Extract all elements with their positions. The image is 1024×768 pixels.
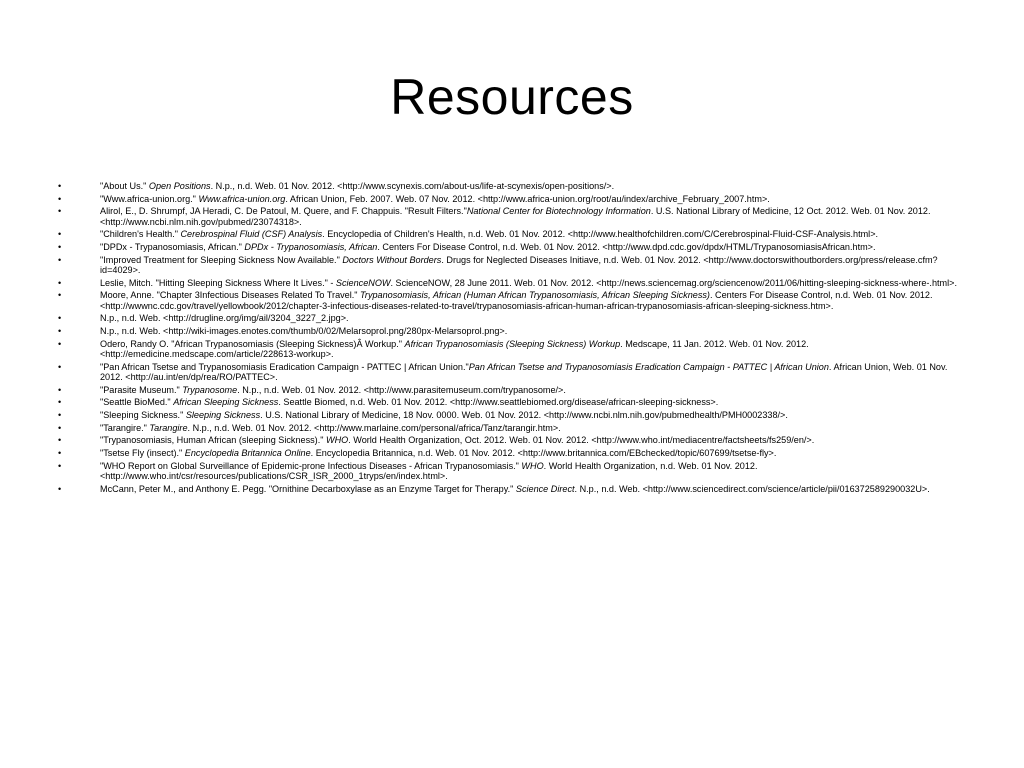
reference-segment: . Medscape, 11 Jan. 2012. Web. 01 Nov. 2012. <http://emedicine.medscape.com/article/228613-workup>. xyxy=(100,338,809,360)
bullet-marker: • xyxy=(58,254,62,265)
reference-segment: . Centers For Disease Control, n.d. Web. 01 Nov. 2012. <http://wwwnc.cdc.gov/travel/yellowbook/2012/chapter-3-infectious-diseases-related-to-travel/trypanosomiasis-african-human-african-trypanosomiasis-african-sleeping-sickness.htm>. xyxy=(100,290,933,311)
reference-text xyxy=(100,339,809,359)
reference-source-title: ScienceNOW xyxy=(335,277,391,288)
reference-segment: . African Union, Web. 01 Nov. 2012. <http://au.int/en/dp/rea/RO/PATTEC>. xyxy=(100,361,948,383)
reference-text xyxy=(100,362,947,382)
reference-item xyxy=(58,242,958,252)
bullet-marker: • xyxy=(58,313,62,324)
reference-text xyxy=(100,410,788,420)
reference-text xyxy=(100,290,933,310)
bullet-marker: • xyxy=(58,242,62,253)
reference-item xyxy=(58,255,958,276)
reference-source-title: African Sleeping Sickness xyxy=(173,397,279,408)
bullet-marker: • xyxy=(58,483,62,494)
reference-item xyxy=(58,435,958,445)
reference-source-title: Science Direct xyxy=(515,483,575,494)
reference-segment: Odero, Randy O. "African Trypanosomiasis (Sleeping Sickness)Â Workup." xyxy=(100,338,405,349)
reference-segment: . N.p., n.d. Web. 01 Nov. 2012. <http://www.marlaine.com/personal/africa/Tanz/tarangir.htm>. xyxy=(187,422,561,433)
reference-list xyxy=(58,181,958,497)
reference-source-title: WHO xyxy=(521,460,544,471)
reference-source-title: Open Positions xyxy=(148,181,211,191)
reference-text xyxy=(100,278,957,288)
reference-item xyxy=(58,397,958,407)
reference-item xyxy=(58,206,958,227)
bullet-marker: • xyxy=(58,460,62,471)
reference-item xyxy=(58,278,958,288)
reference-segment: Moore, Anne. "Chapter 3Infectious Diseases Related To Travel." xyxy=(100,290,361,301)
reference-item xyxy=(58,229,958,239)
reference-item xyxy=(58,410,958,420)
reference-item xyxy=(58,423,958,433)
reference-segment: Leslie, Mitch. "Hitting Sleeping Sickness Where It Lives." - xyxy=(100,277,336,288)
reference-source-title: Encyclopedia Britannica Online xyxy=(184,448,311,459)
reference-source-title: Trypanosome xyxy=(182,384,238,395)
reference-segment: "Trypanosomiasis, Human African (sleeping Sickness)." xyxy=(100,435,326,446)
reference-segment: "DPDx - Trypanosomiasis, African." xyxy=(100,242,245,253)
reference-segment: "Improved Treatment for Sleeping Sickness Now Available." xyxy=(100,254,343,265)
reference-text xyxy=(100,435,814,445)
reference-text xyxy=(100,194,770,204)
reference-text xyxy=(100,461,757,481)
reference-segment: "Children's Health." xyxy=(100,229,181,240)
reference-segment: "About Us." xyxy=(100,181,149,191)
bullet-marker: • xyxy=(58,448,62,459)
bullet-marker: • xyxy=(58,410,62,421)
bullet-marker: • xyxy=(58,422,62,433)
bullet-marker: • xyxy=(58,229,62,240)
reference-segment: . ScienceNOW, 28 June 2011. Web. 01 Nov. 2012. <http://news.sciencemag.org/sciencenow/2011/06/hitting-sleeping-sickness-where-.html>. xyxy=(390,277,957,288)
reference-text xyxy=(100,448,776,458)
reference-text xyxy=(100,313,349,323)
reference-segment: . Encyclopedia of Children's Health, n.d. Web. 01 Nov. 2012. <http://www.healthofchildren.com/C/Cerebrospinal-Fluid-CSF-Analysis.html>. xyxy=(322,229,879,240)
reference-segment: . U.S. National Library of Medicine, 12 Oct. 2012. Web. 01 Nov. 2012. <http://www.ncbi.nlm.nih.gov/pubmed/23074318>. xyxy=(100,206,931,227)
reference-text xyxy=(100,229,878,239)
reference-segment: N.p., n.d. Web. <http://drugline.org/img/ail/3204_3227_2.jpg>. xyxy=(100,313,349,324)
reference-text xyxy=(100,326,507,336)
reference-segment: . African Union, Feb. 2007. Web. 07 Nov. 2012. <http://www.africa-union.org/root/au/index/archive_February_2007.htm>. xyxy=(285,193,770,204)
bullet-marker: • xyxy=(58,181,62,191)
reference-segment: "Tarangire." xyxy=(100,422,150,433)
reference-segment: . Drugs for Neglected Diseases Initiave, n.d. Web. 01 Nov. 2012. <http://www.doctorswithoutborders.org/press/release.cfm?id=4029>. xyxy=(100,254,938,276)
slide-title: Resources xyxy=(390,69,634,125)
reference-segment: McCann, Peter M., and Anthony E. Pegg. "Ornithine Decarboxylase as an Enzyme Target for Therapy." xyxy=(100,483,516,494)
reference-text xyxy=(100,484,930,494)
reference-source-title: National Center for Biotechnology Information xyxy=(466,206,651,217)
reference-item xyxy=(58,461,958,482)
reference-segment: "Seattle BioMed." xyxy=(100,397,174,408)
bullet-marker: • xyxy=(58,384,62,395)
reference-segment: . N.p., n.d. Web. 01 Nov. 2012. <http://www.scynexis.com/about-us/life-at-scynexis/open-positions/>. xyxy=(210,181,615,191)
reference-text xyxy=(100,206,931,226)
reference-item xyxy=(58,290,958,311)
bullet-marker: • xyxy=(58,290,62,301)
reference-segment: . N.p., n.d. Web. 01 Nov. 2012. <http://www.parasitemuseum.com/trypanosome/>. xyxy=(237,384,566,395)
reference-source-title: African Trypanosomiasis (Sleeping Sickness) Workup xyxy=(404,338,621,349)
reference-text xyxy=(100,397,718,407)
reference-segment: . U.S. National Library of Medicine, 18 Nov. 0000. Web. 01 Nov. 2012. <http://www.ncbi.nlm.nih.gov/pubmedhealth/PMH0002338/>. xyxy=(260,410,788,421)
reference-text xyxy=(100,242,876,252)
reference-item xyxy=(58,484,958,494)
reference-source-title: Www.africa-union.org xyxy=(198,193,286,204)
reference-segment: "Sleeping Sickness." xyxy=(100,410,186,421)
bullet-marker: • xyxy=(58,206,62,217)
reference-source-title: WHO xyxy=(325,435,349,446)
reference-source-title: DPDx - Trypanosomiasis, African xyxy=(244,242,378,253)
bullet-marker: • xyxy=(58,338,62,349)
reference-text xyxy=(100,423,561,433)
reference-source-title: Pan African Tsetse and Trypanosomiasis Eradication Campaign - PATTEC | African Union xyxy=(468,361,829,372)
reference-segment: "Tsetse Fly (insect)." xyxy=(100,448,185,459)
reference-text xyxy=(100,255,938,275)
reference-segment: . Encyclopedia Britannica, n.d. Web. 01 Nov. 2012. <http://www.britannica.com/EBchecked/topic/607699/tsetse-fly>. xyxy=(310,448,777,459)
reference-item xyxy=(58,313,958,323)
reference-item xyxy=(58,448,958,458)
reference-item xyxy=(58,362,958,383)
bullet-marker: • xyxy=(58,326,62,337)
reference-segment: . World Health Organization, Oct. 2012. Web. 01 Nov. 2012. <http://www.who.int/mediacentre/factsheets/fs259/en/>. xyxy=(348,435,815,446)
reference-segment: "WHO Report on Global Surveillance of Epidemic-prone Infectious Diseases - African Trypanosomiasis." xyxy=(100,460,522,471)
reference-item xyxy=(58,326,958,336)
bullet-marker: • xyxy=(58,397,62,408)
reference-source-title: Tarangire xyxy=(149,422,188,433)
reference-segment: "Www.africa-union.org." xyxy=(100,193,199,204)
reference-source-title: Trypanosomiasis, African (Human African Trypanosomiasis, African Sleeping Sickness) xyxy=(360,290,710,301)
reference-item xyxy=(58,385,958,395)
reference-text xyxy=(100,181,614,191)
reference-segment: . N.p., n.d. Web. <http://www.sciencedirect.com/science/article/pii/016372589290032U>. xyxy=(574,483,930,494)
reference-segment: Alirol, E., D. Shrumpf, JA Heradi, C. De Patoul, M. Quere, and F. Chappuis. "Result Filters." xyxy=(100,206,467,217)
reference-item xyxy=(58,194,958,204)
reference-segment: "Pan African Tsetse and Trypanosomiasis Eradication Campaign - PATTEC | African Union." xyxy=(100,361,469,372)
bullet-marker: • xyxy=(58,361,62,372)
reference-segment: N.p., n.d. Web. <http://wiki-images.enotes.com/thumb/0/02/Melarsoprol.png/280px-Melarsoprol.png>. xyxy=(100,326,508,337)
reference-source-title: Sleeping Sickness xyxy=(185,410,261,421)
reference-segment: . World Health Organization, n.d. Web. 01 Nov. 2012. <http://www.who.int/csr/resources/publications/CSR_ISR_2000_1tryps/en/index.html>. xyxy=(100,460,758,482)
reference-source-title: Doctors Without Borders xyxy=(342,254,442,265)
bullet-marker: • xyxy=(58,435,62,446)
reference-segment: "Parasite Museum." xyxy=(100,384,183,395)
bullet-marker: • xyxy=(58,277,62,288)
reference-segment: . Centers For Disease Control, n.d. Web. 01 Nov. 2012. <http://www.dpd.cdc.gov/dpdx/HTML/TrypanosomiasisAfrican.htm>. xyxy=(377,242,876,253)
reference-item xyxy=(58,181,958,191)
reference-source-title: Cerebrospinal Fluid (CSF) Analysis xyxy=(180,229,323,240)
reference-text xyxy=(100,385,566,395)
reference-item xyxy=(58,339,958,360)
bullet-marker: • xyxy=(58,193,62,204)
reference-segment: . Seattle Biomed, n.d. Web. 01 Nov. 2012. <http://www.seattlebiomed.org/disease/african-sleeping-sickness>. xyxy=(278,397,719,408)
